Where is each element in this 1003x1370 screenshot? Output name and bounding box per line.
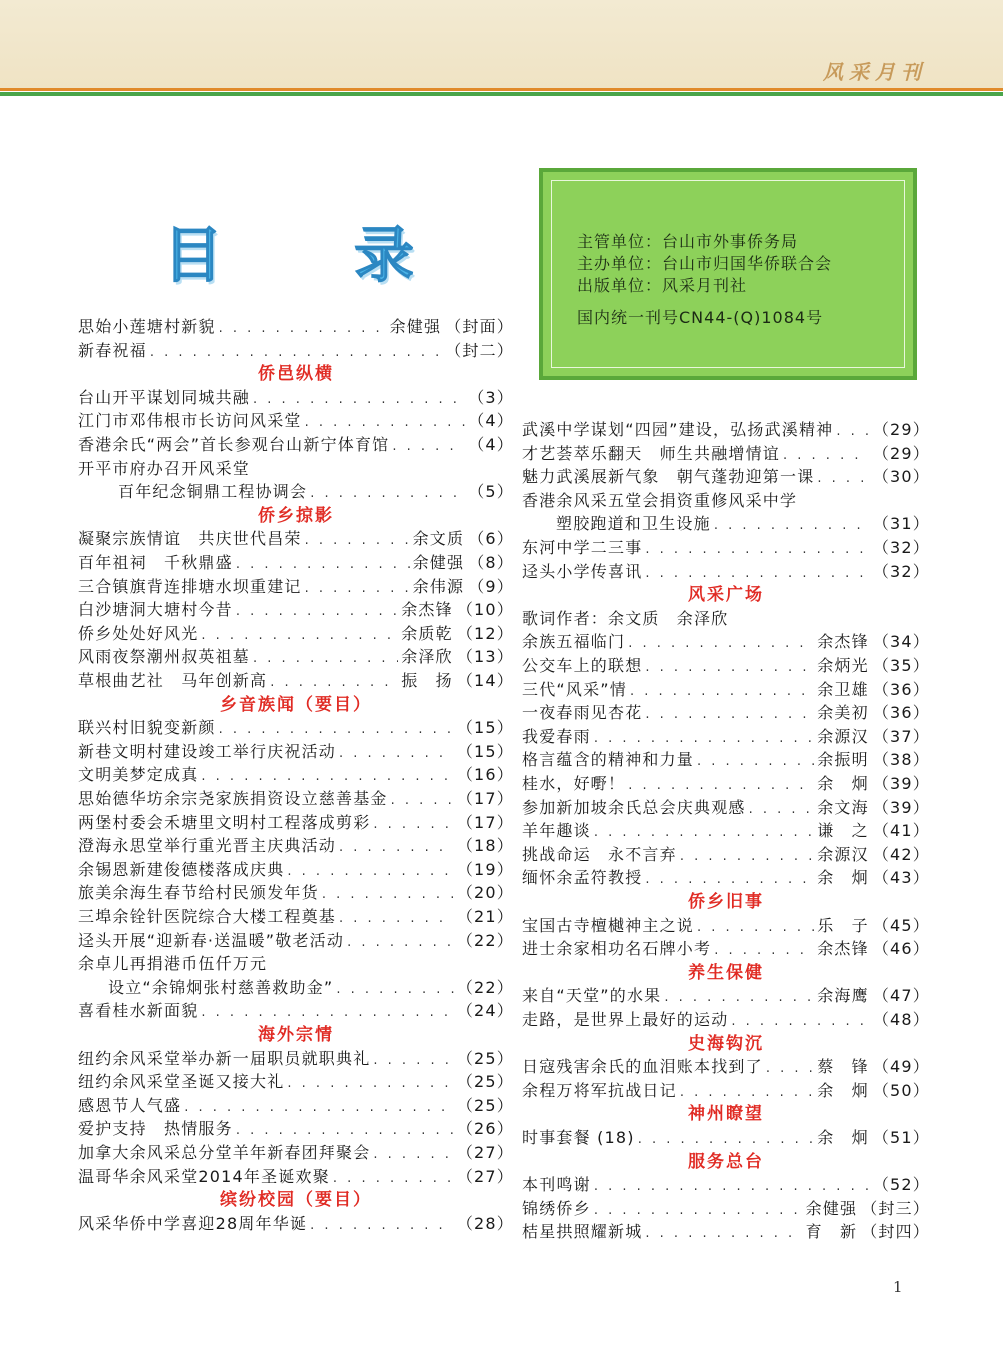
entry-page: （35）	[872, 656, 930, 675]
toc-entry[interactable]	[522, 1126, 930, 1150]
dot-leader	[628, 632, 814, 656]
entry-title: 时事套餐 (18)	[522, 1128, 635, 1147]
entry-page: （32）	[872, 538, 930, 557]
toc-entry[interactable]	[522, 819, 930, 843]
toc-entry[interactable]	[522, 725, 930, 749]
entry-title: 百年纪念铜鼎工程协调会	[118, 482, 308, 502]
entry-page: （31）	[872, 514, 930, 534]
entry-title: 东河中学二三事	[522, 538, 643, 557]
toc-entry[interactable]	[78, 527, 514, 551]
entry-page: （22）	[456, 977, 514, 997]
entry-title: 设立“余锦炯张村慈善救助金”	[108, 977, 334, 997]
entry-page: （封三）	[861, 1198, 930, 1218]
dot-leader	[373, 1049, 453, 1073]
toc-entry[interactable]	[78, 740, 514, 764]
entry-page: （37）	[872, 726, 930, 746]
section-heading: 风采广场	[688, 585, 764, 606]
dot-leader	[645, 703, 814, 727]
entry-author: 余炳光	[817, 656, 869, 675]
publisher-info-box	[539, 168, 917, 380]
toc-heading-line: 余卓儿再捐港币伍仟万元	[78, 954, 268, 974]
toc-entry[interactable]	[522, 1197, 930, 1221]
dot-leader	[373, 813, 453, 837]
dot-leader	[305, 529, 410, 553]
dot-leader	[201, 624, 398, 648]
entry-page: （38）	[872, 750, 930, 770]
toc-entry[interactable]	[556, 512, 930, 536]
entry-title: 三埠余铨针医院综合大楼工程奠基	[78, 907, 337, 926]
toc-entry[interactable]	[78, 1070, 514, 1094]
entry-title: 澄海永思堂举行重光晋主庆典活动	[78, 836, 337, 856]
entry-page: （29）	[872, 443, 930, 463]
entry-title: 百年祖祠 千秋鼎盛	[78, 553, 233, 572]
toc-entry[interactable]	[78, 669, 514, 693]
contents-title-left: 目	[163, 221, 223, 291]
toc-entry[interactable]	[522, 914, 930, 938]
entry-author: 余海鹰	[817, 986, 869, 1006]
dot-leader	[664, 986, 814, 1010]
entry-page: （15）	[456, 718, 514, 738]
toc-entry[interactable]	[522, 843, 930, 867]
toc-entry[interactable]	[78, 1141, 514, 1165]
entry-title: 桔星拱照耀新城	[522, 1222, 643, 1242]
dot-leader	[219, 317, 387, 341]
toc-entry[interactable]	[522, 654, 930, 678]
dot-leader	[347, 931, 454, 955]
entry-title: 宝国古寺檀樾神主之说	[522, 915, 695, 935]
entry-title: 温哥华余风采堂2014年圣诞欢聚	[78, 1166, 330, 1186]
dot-leader	[836, 420, 869, 444]
entry-title: 武溪中学谋划“四园”建设，弘扬武溪精神	[522, 420, 834, 439]
entry-page: （17）	[456, 812, 514, 832]
entry-page: （36）	[872, 703, 930, 723]
dot-leader	[594, 1199, 803, 1223]
toc-heading-line: 开平市府办召开风采堂	[78, 458, 251, 478]
entry-page: （12）	[456, 623, 514, 643]
toc-entry[interactable]	[522, 748, 930, 772]
entry-title: 走路，是世界上最好的运动	[522, 1010, 729, 1029]
entry-page: （41）	[872, 821, 930, 841]
entry-title: 三代“风采”情	[522, 679, 627, 699]
entry-title: 两堡村委会禾塘里文明村工程落成剪彩	[78, 812, 371, 832]
dot-leader	[219, 718, 454, 742]
dot-leader	[645, 1222, 802, 1246]
entry-page: （16）	[456, 765, 514, 785]
dot-leader	[749, 798, 815, 822]
entry-title: 魅力武溪展新气象 朝气蓬勃迎第一课	[522, 467, 815, 487]
entry-title: 纽约余风采堂举办新一届职员就职典礼	[78, 1048, 371, 1068]
entry-title: 草根曲艺社 马年创新高	[78, 671, 268, 690]
toc-entry[interactable]	[522, 701, 930, 725]
toc-heading-line: 歌词作者：余文质 余泽欣	[522, 608, 729, 628]
dot-leader	[253, 388, 465, 412]
dot-leader	[201, 1001, 453, 1025]
toc-entry[interactable]	[78, 999, 514, 1023]
dot-leader	[766, 1057, 814, 1081]
toc-entry[interactable]	[78, 598, 514, 622]
entry-title: 格言蕴含的精神和力量	[522, 750, 695, 770]
entry-page: （9）	[468, 576, 514, 596]
entry-title: 参加新加坡余氏总会庆典观感	[522, 797, 746, 817]
info-line: 国内统一刊号CN44-(Q)1084号	[577, 308, 824, 327]
toc-entry[interactable]	[78, 1094, 514, 1118]
header-rule-green	[0, 92, 1003, 96]
dot-leader	[339, 742, 454, 766]
entry-title: 余族五福临门	[522, 632, 626, 652]
entry-author: 余源汉	[817, 726, 869, 746]
entry-author: 余伟源	[412, 576, 465, 596]
entry-title: 羊年趣谈	[522, 821, 591, 841]
toc-entry[interactable]	[78, 386, 514, 410]
entry-title: 公交车上的联想	[522, 656, 643, 675]
dot-leader	[645, 538, 869, 562]
entry-page: （20）	[456, 883, 514, 903]
dot-leader	[731, 1010, 869, 1034]
entry-author: 余健强	[805, 1198, 858, 1218]
dot-leader	[645, 868, 814, 892]
section-heading: 缤纷校园（要目）	[220, 1190, 372, 1211]
entry-page: （42）	[872, 844, 930, 864]
info-line: 主办单位：台山市归国华侨联合会	[577, 254, 833, 273]
dot-leader	[336, 978, 453, 1002]
toc-entry[interactable]	[522, 536, 930, 560]
entry-author: 余 炯	[817, 774, 869, 793]
dot-leader	[322, 883, 454, 907]
toc-entry[interactable]	[78, 881, 514, 905]
dot-leader	[201, 765, 453, 789]
entry-page: （46）	[872, 939, 930, 959]
dot-leader	[697, 916, 814, 940]
toc-entry[interactable]	[522, 866, 930, 890]
magazine-title: 风采月刊	[823, 60, 927, 84]
entry-title: 桂水，好嘢！	[522, 774, 626, 793]
toc-entry[interactable]	[78, 339, 514, 363]
dot-leader	[270, 671, 398, 695]
entry-page: （45）	[872, 915, 930, 935]
dot-leader	[680, 845, 814, 869]
section-heading: 海外宗情	[258, 1025, 334, 1045]
dot-leader	[630, 680, 814, 704]
toc-entry[interactable]	[78, 811, 514, 835]
dot-leader	[236, 553, 410, 577]
entry-author: 余健强	[389, 317, 442, 336]
entry-page: （27）	[456, 1143, 514, 1162]
toc-entry[interactable]	[522, 984, 930, 1008]
entry-title: 来自“天堂”的水果	[522, 986, 662, 1006]
entry-page: （8）	[468, 553, 514, 572]
entry-page: （51）	[872, 1128, 930, 1147]
entry-page: （18）	[456, 836, 514, 856]
entry-author: 余杰锋	[817, 632, 869, 652]
entry-title: 文明美梦定成真	[78, 765, 199, 785]
entry-page: （39）	[872, 774, 930, 793]
entry-author: 振 扬	[401, 671, 453, 690]
header-rule-orange	[0, 88, 1003, 91]
toc-entry[interactable]	[78, 905, 514, 929]
toc-entry[interactable]	[522, 772, 930, 796]
toc-entry[interactable]	[78, 716, 514, 740]
entry-title: 思始德华坊余宗尧家族捐资设立慈善基金	[78, 789, 388, 808]
entry-page: （3）	[468, 387, 514, 407]
entry-title: 白沙塘洞大塘村今昔	[78, 600, 233, 620]
entry-title: 江门市邓伟根市长访问风采堂	[78, 411, 302, 431]
toc-entry[interactable]	[78, 1047, 514, 1071]
toc-entry[interactable]	[78, 858, 514, 882]
toc-entry[interactable]	[78, 575, 514, 599]
entry-title: 进士余家相功名石牌小考	[522, 939, 712, 959]
dot-leader	[236, 600, 398, 624]
entry-author: 余健强	[412, 553, 465, 572]
entry-title: 感恩节人气盛	[78, 1095, 182, 1115]
entry-page: （28）	[456, 1213, 514, 1233]
toc-entry[interactable]	[78, 433, 514, 457]
entry-page: （14）	[456, 671, 514, 690]
dot-leader	[645, 562, 869, 586]
entry-title: 侨乡处处好风光	[78, 623, 199, 643]
entry-page: （24）	[456, 1001, 514, 1021]
toc-entry[interactable]	[78, 409, 514, 433]
entry-author: 余质乾	[401, 623, 453, 643]
entry-page: （32）	[872, 561, 930, 581]
entry-title: 本刊鸣谢	[522, 1175, 591, 1195]
entry-page: （52）	[872, 1175, 930, 1195]
entry-author: 余泽欣	[401, 647, 453, 667]
entry-page: （30）	[872, 467, 930, 487]
entry-author: 余源汉	[817, 844, 869, 864]
entry-author: 乐 子	[817, 915, 869, 935]
dot-leader	[333, 1167, 454, 1191]
toc-entry[interactable]	[78, 929, 514, 953]
dot-leader	[287, 860, 453, 884]
dot-leader	[236, 1119, 454, 1143]
entry-page: （15）	[456, 741, 514, 761]
entry-title: 台山开平谋划同城共融	[78, 387, 251, 407]
dot-leader	[594, 727, 814, 751]
entry-page: （27）	[456, 1166, 514, 1186]
section-heading: 神州瞭望	[688, 1104, 764, 1125]
entry-page: （39）	[872, 797, 930, 817]
toc-entry[interactable]	[522, 418, 930, 442]
dot-leader	[392, 435, 465, 459]
entry-page: （6）	[468, 529, 514, 549]
entry-page: （封二）	[445, 340, 514, 360]
dot-leader	[310, 482, 465, 506]
entry-title: 爱护支持 热情服务	[78, 1119, 233, 1139]
dot-leader	[305, 411, 466, 435]
entry-page: （封面）	[445, 317, 514, 336]
entry-author: 余杰锋	[817, 939, 869, 959]
entry-page: （29）	[872, 420, 930, 439]
dot-leader	[184, 1096, 454, 1120]
toc-entry[interactable]	[522, 678, 930, 702]
entry-page: （4）	[468, 411, 514, 431]
entry-title: 加拿大余风采总分堂羊年新春团拜聚会	[78, 1143, 371, 1162]
dot-leader	[339, 907, 454, 931]
entry-author: 余 炯	[817, 1128, 869, 1147]
entry-author: 蔡 锋	[817, 1057, 869, 1077]
entry-title: 锦绣侨乡	[522, 1198, 591, 1218]
entry-page: （4）	[468, 435, 514, 454]
toc-entry[interactable]	[78, 315, 514, 339]
toc-entry[interactable]	[78, 1212, 514, 1236]
dot-leader	[697, 750, 814, 774]
entry-title: 一夜春雨见杏花	[522, 703, 643, 723]
entry-title: 凝聚宗族情谊 共庆世代昌荣	[78, 529, 302, 549]
section-heading: 养生保健	[688, 962, 764, 983]
entry-page: （5）	[468, 482, 514, 502]
toc-entry[interactable]	[522, 465, 930, 489]
dot-leader	[391, 789, 454, 813]
entry-title: 思始小莲塘村新貌	[78, 317, 216, 336]
dot-leader	[817, 467, 869, 491]
entry-title: 我爱春雨	[522, 726, 591, 746]
toc-entry[interactable]	[522, 937, 930, 961]
entry-title: 喜看桂水新面貌	[78, 1001, 199, 1021]
toc-entry[interactable]	[522, 796, 930, 820]
entry-title: 纽约余风采堂圣诞又接大礼	[78, 1072, 285, 1092]
entry-author: 余杰锋	[401, 600, 453, 620]
dot-leader	[594, 1175, 870, 1199]
entry-author: 余 炯	[817, 1080, 869, 1100]
entry-title: 联兴村旧貌变新颜	[78, 718, 216, 738]
entry-title: 风雨夜祭潮州叔英祖墓	[78, 647, 251, 667]
toc-entry[interactable]	[522, 1079, 930, 1103]
entry-title: 旅美余海生春节给村民颁发年货	[78, 883, 319, 903]
entry-title: 日寇残害余氏的血泪账本找到了	[522, 1057, 763, 1077]
toc-entry[interactable]	[78, 787, 514, 811]
entry-author: 余 炯	[817, 868, 869, 888]
entry-page: （47）	[872, 986, 930, 1006]
toc-entry[interactable]	[78, 763, 514, 787]
entry-page: （25）	[456, 1072, 514, 1092]
entry-page: （34）	[872, 632, 930, 652]
toc-entry[interactable]	[522, 1173, 930, 1197]
page-number: 1	[893, 1278, 903, 1296]
dot-leader	[714, 939, 814, 963]
toc-entry[interactable]	[118, 480, 514, 504]
toc-entry[interactable]	[78, 834, 514, 858]
toc-entry[interactable]	[522, 1008, 930, 1032]
entry-page: （43）	[872, 868, 930, 888]
toc-entry[interactable]	[78, 645, 514, 669]
entry-author: 余卫雄	[817, 679, 869, 699]
entry-title: 香港余氏“两会”首长参观台山新宁体育馆	[78, 435, 390, 454]
section-heading: 侨邑纵横	[258, 364, 334, 385]
entry-author: 谦 之	[817, 821, 869, 841]
contents-title-right: 录	[354, 221, 414, 291]
toc-entry[interactable]	[108, 976, 514, 1000]
dot-leader	[714, 514, 870, 538]
entry-title: 新春祝福	[78, 340, 147, 360]
entry-page: （22）	[456, 930, 514, 950]
entry-page: （36）	[872, 679, 930, 699]
entry-author: 余文质	[412, 529, 465, 549]
section-heading: 史海钩沉	[688, 1033, 764, 1054]
dot-leader	[310, 1214, 454, 1238]
entry-title: 余程万将军抗战日记	[522, 1080, 677, 1100]
entry-page: （50）	[872, 1080, 930, 1100]
dot-leader	[594, 821, 814, 845]
section-heading: 乡音族闻（要目）	[220, 694, 372, 715]
entry-title: 迳头开展“迎新春·送温暖”敬老活动	[78, 930, 345, 950]
toc-entry[interactable]	[522, 442, 930, 466]
entry-page: （封四）	[861, 1222, 930, 1242]
entry-title: 三合镇旗背连排塘水坝重建记	[78, 576, 302, 596]
entry-title: 迳头小学传喜讯	[522, 561, 643, 581]
entry-title: 塑胶跑道和卫生设施	[556, 514, 711, 534]
dot-leader	[150, 341, 442, 365]
entry-page: （13）	[456, 647, 514, 667]
toc-heading-line: 香港余风采五堂会捐资重修风采中学	[522, 490, 798, 510]
entry-page: （21）	[456, 907, 514, 926]
entry-page: （25）	[456, 1095, 514, 1115]
entry-title: 余锡恩新建俊德楼落成庆典	[78, 859, 285, 879]
section-heading: 侨乡掠影	[258, 505, 334, 526]
toc-entry[interactable]	[78, 1117, 514, 1141]
entry-author: 余美初	[817, 703, 869, 723]
dot-leader	[645, 656, 814, 680]
dot-leader	[305, 577, 410, 601]
entry-author: 余振明	[817, 750, 869, 770]
entry-page: （25）	[456, 1048, 514, 1068]
entry-page: （17）	[456, 789, 514, 808]
dot-leader	[628, 774, 814, 798]
info-line: 主管单位：台山市外事侨务局	[577, 232, 799, 251]
toc-entry[interactable]	[522, 630, 930, 654]
entry-title: 风采华侨中学喜迎28周年华诞	[78, 1213, 308, 1233]
dot-leader	[287, 1072, 453, 1096]
entry-author: 余文海	[817, 797, 869, 817]
entry-title: 才艺荟萃乐翻天 师生共融增情谊	[522, 443, 781, 463]
section-heading: 服务总台	[688, 1151, 764, 1172]
entry-page: （49）	[872, 1057, 930, 1077]
info-line: 出版单位：风采月刊社	[577, 276, 748, 295]
dot-leader	[638, 1128, 814, 1152]
entry-page: （19）	[456, 859, 514, 879]
entry-author: 育 新	[805, 1222, 858, 1242]
dot-leader	[783, 444, 870, 468]
toc-entry[interactable]	[78, 622, 514, 646]
toc-entry[interactable]	[78, 1165, 514, 1189]
toc-entry[interactable]	[522, 560, 930, 584]
dot-leader	[680, 1081, 814, 1105]
entry-title: 新巷文明村建设竣工举行庆祝活动	[78, 741, 337, 761]
entry-title: 挑战命运 永不言弃	[522, 844, 677, 864]
toc-entry[interactable]	[522, 1220, 930, 1244]
dot-leader	[253, 647, 398, 671]
entry-title: 缅怀余孟符教授	[522, 868, 643, 888]
section-heading: 侨乡旧事	[688, 892, 764, 912]
entry-page: （26）	[456, 1119, 514, 1139]
toc-entry[interactable]	[522, 1055, 930, 1079]
dot-leader	[373, 1143, 453, 1167]
entry-page: （10）	[456, 600, 514, 620]
dot-leader	[339, 836, 454, 860]
toc-entry[interactable]	[78, 551, 514, 575]
entry-page: （48）	[872, 1010, 930, 1029]
